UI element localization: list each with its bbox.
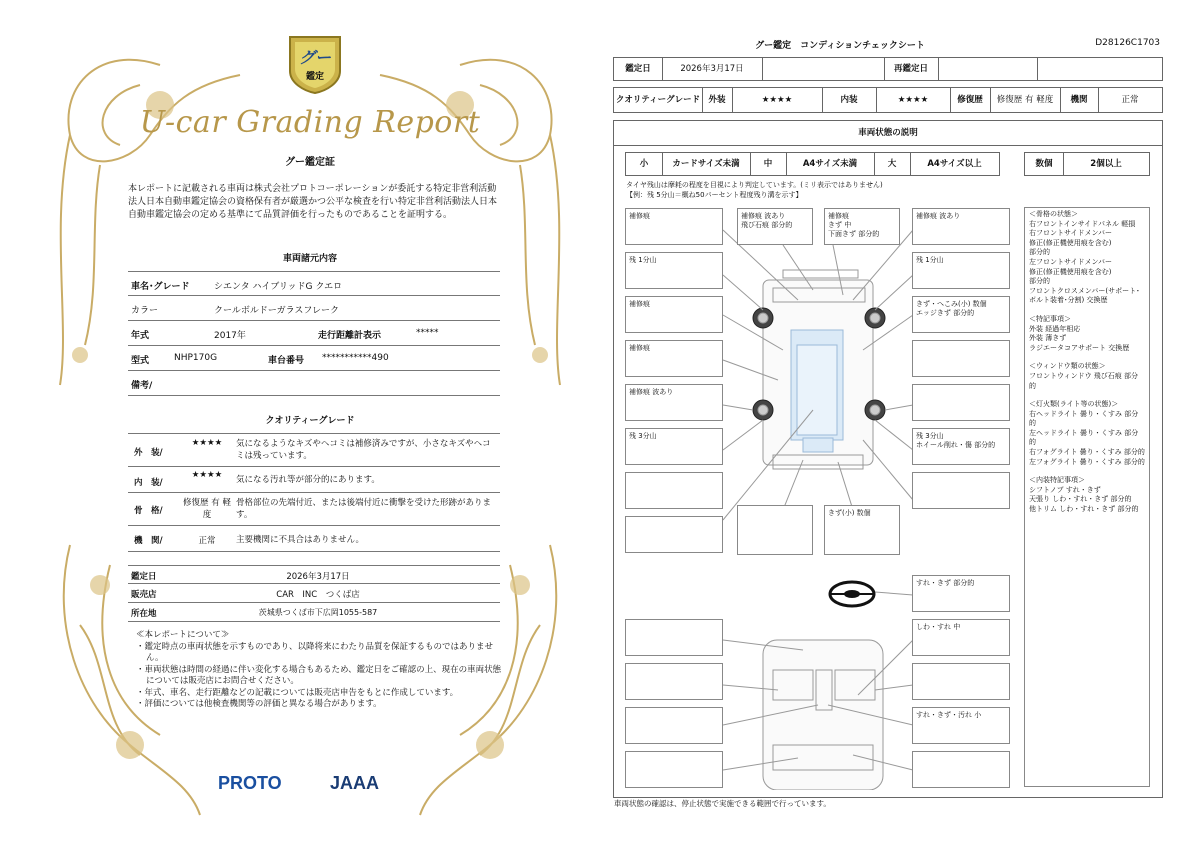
legend-line: 外装 薄きず — [1029, 334, 1067, 343]
dealer-info-table — [128, 565, 500, 622]
quality-row-engine — [128, 526, 500, 552]
spec-table — [128, 271, 500, 396]
damage-box: 補修痕 — [625, 340, 723, 377]
goo-kantei-badge — [286, 33, 344, 95]
spec-label: 車台番号 — [268, 356, 305, 366]
footer-note: 車両状態の確認は、停止状態で実施できる範囲で行っています。 — [614, 799, 831, 808]
badge-line2: 鑑定 — [305, 72, 324, 82]
certificate-body: 本レポートに記載される車両は株式会社プロトコーポレーションが委託する特定非営利活動法人日本自動車鑑定協会の資格保有者が厳選かつ公平な検査を行い特定非営利活動法人日本自動車鑑定協会の定める基準にて品質評価を行ったものであることを証明する。 — [128, 184, 498, 220]
certificate-heading: グー鑑定証 — [285, 157, 335, 168]
spec-label: 備考/ — [131, 381, 153, 391]
damage-box — [625, 707, 723, 744]
quality-label: 機 関/ — [134, 536, 163, 546]
damage-box: 残 1分山 — [625, 252, 723, 289]
legend-line: ＜骨格の状態＞ — [1029, 210, 1078, 218]
repair-value: 修復歴 有 軽度 — [996, 95, 1054, 105]
condition-heading: 車両状態の説明 — [858, 128, 918, 138]
quality-label: 外 装/ — [134, 448, 163, 458]
info-row-date — [128, 565, 500, 584]
spec-heading: 車両諸元内容 — [282, 254, 337, 264]
grade-row — [613, 87, 1163, 113]
quality-row-frame — [128, 493, 500, 526]
damage-box: 補修痕 波あり — [912, 208, 1010, 245]
legend-line: 修正(修正機使用痕を含む) — [1029, 238, 1112, 247]
legend-line: 右フロントサイドメンバー — [1029, 229, 1112, 238]
spec-row-model — [128, 346, 500, 371]
tire-note-1: タイヤ残山は摩耗の程度を目視により判定しています。(ミリ表示ではありません) — [626, 181, 883, 189]
tire-note-2: 【例：残 5分山＝概ね50パーセント程度残り溝を示す】 — [626, 191, 803, 199]
quality-label: 内 装/ — [134, 478, 163, 488]
quality-grade: ★★★★ — [191, 438, 223, 448]
legend-line: フロントウィンドウ 飛び石痕 部分的 — [1029, 371, 1139, 390]
steering-wheel-icon — [830, 582, 874, 606]
legend-line: 左フロントサイドメンバー — [1029, 257, 1112, 266]
damage-box: すれ・きず 部分的 — [912, 575, 1010, 612]
spec-row-color — [128, 296, 500, 321]
quality-heading: クオリティーグレード — [265, 416, 355, 426]
legend-gap — [1029, 306, 1145, 315]
legend-line: 左ヘッドライト 曇り・くすみ 部分的 — [1029, 428, 1139, 447]
legend-line: ＜特記事項＞ — [1029, 314, 1071, 323]
quality-table — [128, 433, 500, 552]
spec-row-remarks — [128, 371, 500, 396]
info-label: 鑑定日 — [131, 572, 157, 582]
info-label: 所在地 — [131, 609, 157, 619]
engine-value: 正常 — [1121, 95, 1139, 105]
note-item: ・鑑定時点の車両状態を示すものであり、以降将来にわたり品質を保証するものではありません。 — [136, 641, 494, 663]
legend-line: 天張り しわ・すれ・きず 部分的 — [1029, 495, 1132, 504]
size-l: 大 — [887, 159, 897, 169]
grading-certificate — [40, 25, 580, 825]
count-label: 数個 — [1035, 159, 1053, 169]
legend-line: 部分的 — [1029, 277, 1050, 286]
quality-label: 骨 格/ — [134, 506, 163, 516]
redate-label: 再鑑定日 — [893, 64, 928, 74]
spec-label: 型式 — [131, 356, 150, 366]
damage-box — [912, 384, 1010, 421]
legend-line: 外装 経過年相応 — [1029, 324, 1081, 333]
damage-box: きず・へこみ(小) 数個 エッジきず 部分的 — [912, 296, 1010, 333]
int-value: ★★★★ — [897, 95, 929, 105]
legend-line: 右フォグライト 曇り・くすみ 部分的 — [1029, 448, 1145, 457]
legend-line: 他トリム しわ・すれ・きず 部分的 — [1029, 505, 1139, 514]
spec-value: ***********490 — [322, 353, 389, 363]
quality-row-exterior — [128, 433, 500, 467]
date-row — [613, 57, 1163, 81]
damage-box — [912, 663, 1010, 700]
count-legend — [1024, 152, 1150, 176]
note-item: ・評価については他検査機関等の評価と異なる場合があります。 — [136, 699, 382, 709]
size-s: 小 — [639, 159, 649, 169]
legend-gap — [1029, 391, 1145, 400]
notes-heading: ≪本レポートについて≫ — [136, 630, 230, 640]
damage-box — [912, 751, 1010, 788]
damage-box: 補修痕 — [625, 208, 723, 245]
note-item: ・年式、車名、走行距離などの記載については販売店申告をもとに作成しています。 — [136, 687, 459, 698]
info-value: 2026年3月17日 — [286, 572, 350, 582]
quality-grade: ★★★★ — [191, 470, 223, 480]
legend-line: 右ヘッドライト 曇り・くすみ 部分的 — [1029, 409, 1139, 428]
quality-grade: 正常 — [198, 536, 216, 546]
legend-line: ＜灯火類(ライト等の状態)＞ — [1029, 400, 1119, 409]
damage-box: 残 3分山 ホイール削れ・傷 部分的 — [912, 428, 1010, 465]
info-value: 茨城県つくば市下広岡1055-587 — [258, 608, 378, 617]
size-m: 中 — [763, 159, 773, 169]
damage-box — [912, 340, 1010, 377]
legend-line: ラジエータコアサポート 交換歴 — [1029, 343, 1130, 352]
damage-box — [625, 619, 723, 656]
damage-box: 残 3分山 — [625, 428, 723, 465]
report-notes — [136, 630, 506, 711]
jaaa-logo: JAAA — [330, 773, 380, 793]
sheet-title: グー鑑定 コンディションチェックシート — [755, 41, 925, 51]
quality-desc: 主要機関に不具合はありません。 — [236, 535, 365, 545]
spec-label: 走行距離計表示 — [318, 331, 382, 341]
damage-box: 補修痕 きず 中 下面きず 部分的 — [824, 208, 900, 245]
quality-desc: 気になるようなキズやヘコミは補修済みですが、小さなキズやヘコミは残っています。 — [236, 439, 491, 461]
report-title: U-car Grading Report — [139, 105, 481, 140]
count-desc: 2個以上 — [1090, 159, 1122, 169]
quality-grade-label: クオリティーグレード — [615, 95, 701, 105]
size-l-desc: A4サイズ以上 — [927, 159, 982, 169]
spec-label: 車名･グレード — [131, 282, 190, 292]
legend-line: フロントクロスメンバー(サポート･ボルト装着･分割) 交換歴 — [1029, 286, 1140, 305]
quality-desc: 骨格部位の先端付近、または後端付近に衝撃を受けた形跡があります。 — [236, 498, 492, 520]
damage-box — [737, 505, 813, 555]
damage-box — [625, 751, 723, 788]
damage-box: しわ・すれ 中 — [912, 619, 1010, 656]
spec-value: クールボルドーガラスフレーク — [214, 306, 340, 316]
date-value: 2026年3月17日 — [680, 64, 744, 74]
proto-logo: PROTO — [218, 773, 282, 793]
legend-line: 修正(修正機使用痕を含む) — [1029, 267, 1112, 276]
legend-line: シフトノブ すれ・きず — [1029, 485, 1101, 494]
spec-value: 2017年 — [214, 331, 246, 341]
legend-line: 右フロントインサイドパネル 軽損 — [1029, 219, 1136, 228]
info-label: 販売店 — [131, 590, 157, 600]
spec-value: ***** — [416, 328, 439, 338]
note-item: ・車両状態は時間の経過に伴い変化する場合もあるため、鑑定日をご確認の上、現在の車両状態については販売店にお問合せください。 — [136, 664, 502, 686]
info-value: CAR INC つくば店 — [276, 590, 360, 600]
ext-value: ★★★★ — [761, 95, 793, 105]
info-row-address — [128, 603, 500, 622]
spec-row-year — [128, 321, 500, 346]
damage-box — [912, 472, 1010, 509]
damage-box — [625, 516, 723, 553]
size-m-desc: A4サイズ未満 — [802, 159, 858, 169]
damage-box: きず(小) 数個 — [824, 505, 900, 555]
legend-line: 左フォグライト 曇り・くすみ 部分的 — [1029, 457, 1145, 466]
sheet-id: D28126C1703 — [1095, 38, 1160, 48]
legend-line: ＜ウィンドウ類の状態＞ — [1029, 362, 1106, 371]
spec-label: カラー — [131, 306, 159, 316]
damage-box: すれ・きず・汚れ 小 — [912, 707, 1010, 744]
repair-label: 修復歴 — [957, 95, 983, 105]
size-s-desc: カードサイズ未満 — [672, 159, 740, 169]
spec-row-name — [128, 271, 500, 296]
badge-line1: グー — [298, 48, 331, 67]
damage-box: 補修痕 波あり — [625, 384, 723, 421]
date-label: 鑑定日 — [625, 64, 651, 74]
legend-gap — [1029, 467, 1145, 476]
int-label: 内装 — [840, 95, 858, 105]
legend-line: ＜内装特記事項＞ — [1029, 476, 1085, 485]
damage-box: 補修痕 波あり 飛び石痕 部分的 — [737, 208, 813, 245]
damage-box — [625, 472, 723, 509]
size-legend — [625, 152, 1000, 176]
quality-desc: 気になる汚れ等が部分的にあります。 — [236, 475, 380, 485]
damage-box: 補修痕 — [625, 296, 723, 333]
spec-value: NHP170G — [174, 353, 218, 363]
info-row-shop — [128, 584, 500, 603]
spec-value: シエンタ ハイブリッドG クエロ — [214, 282, 343, 292]
engine-label: 機関 — [1070, 95, 1088, 105]
damage-box: 残 1分山 — [912, 252, 1010, 289]
legend-gap — [1029, 353, 1145, 362]
ext-label: 外装 — [708, 95, 726, 105]
quality-row-interior — [128, 467, 500, 493]
spec-label: 年式 — [131, 331, 150, 341]
damage-box — [625, 663, 723, 700]
legend-line: 部分的 — [1029, 248, 1050, 257]
condition-legend — [1024, 207, 1150, 787]
quality-grade: 修復歴 有 軽度 — [183, 498, 231, 520]
logo-bar — [218, 770, 418, 800]
